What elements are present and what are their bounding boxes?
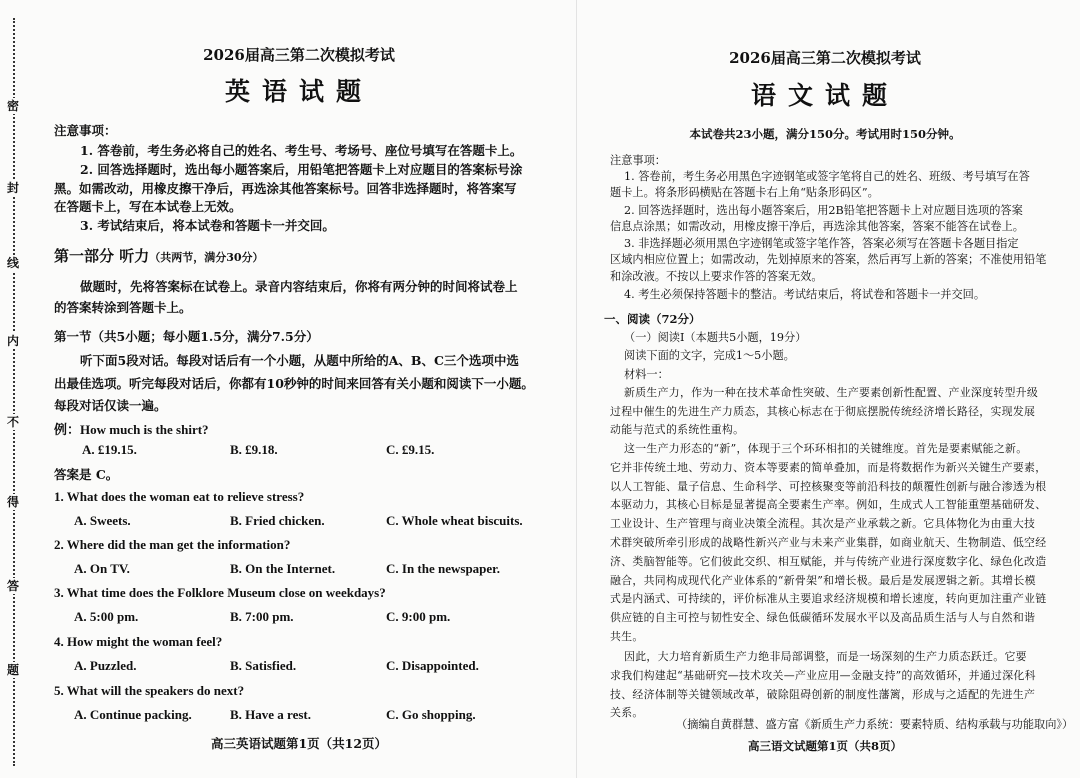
example-answer: 答案是 C。 bbox=[54, 467, 119, 482]
notice-title: 注意事项： bbox=[54, 123, 117, 138]
reading-instruction: 阅读下面的文字，完成1～5小题。 bbox=[624, 349, 795, 362]
material-line: 过程中催生的先进生产力质态，其核心标志在于彻底摆脱传统经济增长路径，实现发展 bbox=[610, 405, 1036, 418]
part1-title: 第一部分 听力 bbox=[54, 247, 150, 265]
notice-line: 黑。如需改动，用橡皮擦干净后，再选涂其他答案标号。回答非选择题时，将答案写 bbox=[54, 181, 517, 196]
material-line: 关系。 bbox=[610, 706, 644, 719]
notice-line: 区域内相应位置上；如需改动，先划掉原来的答案，然后再写上新的答案；不准使用铅笔 bbox=[610, 253, 1047, 266]
question: 4. How might the woman feel? bbox=[54, 634, 223, 649]
part1-note: （共两节，满分30分） bbox=[149, 251, 264, 264]
notice-line: 和涂改液。不按以上要求作答的答案无效。 bbox=[610, 270, 823, 283]
notice-line: 2. 回答选择题时，选出每小题答案后，用铅笔把答题卡上对应题目的答案标号涂 bbox=[80, 162, 523, 177]
option: A. On TV. bbox=[74, 561, 130, 576]
part1-instruction: 做题时，先将答案标在试卷上。录音内容结束后，你将有两分钟的时间将试卷上 bbox=[80, 279, 518, 294]
material-line: 共生。 bbox=[610, 630, 644, 643]
binding-char: 封 bbox=[4, 180, 22, 196]
section1-instruction: 每段对话仅读一遍。 bbox=[54, 398, 167, 413]
option: B. Have a rest. bbox=[230, 707, 311, 722]
material-line: 工业设计、生产管理与商业决策全流程。其次是产业承载之新。它具体物化为由重大技 bbox=[610, 517, 1036, 530]
material-line: 以人工智能、量子信息、生命科学、可控核聚变等前沿科技的颠覆性创新与融合渗透为根 bbox=[610, 480, 1047, 493]
source-citation: （摘编自黄群慧、盛方富《新质生产力系统：要素特质、结构承载与功能取向》） bbox=[676, 718, 1074, 731]
material-line: 动能与范式的系统性重构。 bbox=[610, 423, 745, 436]
page-footer: 高三英语试题第1页（共12页） bbox=[210, 736, 388, 751]
option: B. Fried chicken. bbox=[230, 513, 325, 528]
example-question: 例：How much is the shirt? bbox=[54, 422, 209, 437]
section1-title: 第一节（共5小题；每小题1.5分，满分7.5分） bbox=[54, 329, 319, 344]
option: A. Continue packing. bbox=[74, 707, 192, 722]
example-option: A. £19.15. bbox=[82, 442, 137, 457]
option: C. Whole wheat biscuits. bbox=[386, 513, 523, 528]
exam-title: 2026届高三第二次模拟考试 bbox=[203, 46, 395, 64]
section-heading: 一、阅读（72分） bbox=[604, 312, 701, 326]
binding-char: 密 bbox=[4, 98, 22, 114]
notice-line: 3. 非选择题必须用黑色字迹钢笔或签字笔作答，答案必须写在答题卡各题目指定 bbox=[624, 237, 1019, 250]
material-line: 这一生产力形态的“新”，体现于三个环环相扣的关键维度。首先是要素赋能之新。 bbox=[624, 442, 1028, 455]
material-line: 术群突破所牵引形成的战略性新兴产业与未来产业集群，如商业航天、生物制造、低空经 bbox=[610, 536, 1047, 549]
part1-heading bbox=[54, 245, 264, 266]
notice-title: 注意事项： bbox=[610, 154, 666, 167]
binding-char: 题 bbox=[4, 662, 22, 678]
notice-line: 在答题卡上，写在本试卷上无效。 bbox=[54, 199, 242, 214]
material-line: 本驱动力，其核心目标是显著提高全要素生产率。例如，生成式人工智能重塑基础研发、 bbox=[610, 498, 1047, 511]
notice-line: 1. 答卷前，考生务必用黑色字迹钢笔或签字笔将自己的姓名、班级、考号填写在答 bbox=[624, 170, 1030, 183]
notice-line: 2. 回答选择题时，选出每小题答案后，用2B铅笔把答题卡上对应题目选项的答案 bbox=[624, 204, 1023, 217]
binding-char: 内 bbox=[4, 333, 22, 349]
material-line: 融合，共同构成现代化产业体系的“新骨架”和增长极。最后是发展逻辑之新。其增长模 bbox=[610, 574, 1036, 587]
material-line: 新质生产力，作为一种在技术革命性突破、生产要素创新性配置、产业深度转型升级 bbox=[624, 386, 1039, 399]
example-option: B. £9.18. bbox=[230, 442, 278, 457]
binding-char: 答 bbox=[4, 578, 22, 594]
material-line: 式是内涵式、可持续的，评价标准从主要追求经济规模和增长速度，转向更加注重产业链 bbox=[610, 592, 1047, 605]
part1-instruction: 的答案转涂到答题卡上。 bbox=[54, 300, 192, 315]
section1-instruction: 听下面5段对话。每段对话后有一个小题，从题中所给的A、B、C三个选项中选 bbox=[80, 353, 519, 368]
exam-intro: 本试卷共23小题，满分150分。考试用时150分钟。 bbox=[689, 127, 961, 141]
material-line: 因此，大力培育新质生产力绝非局部调整，而是一场深刻的生产力质态跃迁。它要 bbox=[624, 650, 1027, 663]
subject-title: 英语试题 bbox=[224, 77, 373, 106]
binding-char: 得 bbox=[4, 494, 22, 510]
binding-strip bbox=[0, 0, 34, 778]
exam-title: 2026届高三第二次模拟考试 bbox=[729, 49, 921, 67]
material-line: 它并非传统土地、劳动力、资本等要素的简单叠加，而是将数据作为新兴关键生产要素， bbox=[610, 461, 1047, 474]
material-line: 求我们构建起“基础研究—技术攻关—产业应用—金融支持”的高效循环，并通过深化科 bbox=[610, 669, 1036, 682]
option: A. Sweets. bbox=[74, 513, 131, 528]
binding-char: 不 bbox=[4, 414, 22, 430]
material-line: 技、经济体制等关键领域改革，破除阻碍创新的制度性藩篱，形成与之适配的先进生产 bbox=[610, 688, 1036, 701]
binding-char: 线 bbox=[4, 255, 22, 271]
option: B. Satisfied. bbox=[230, 658, 297, 673]
notice-line: 信息点涂黑；如需改动，用橡皮擦干净后，再选涂其他答案，答案不能答在试卷上。 bbox=[610, 220, 1024, 233]
notice-line: 3. 考试结束后，将本试卷和答题卡一并交回。 bbox=[80, 218, 335, 233]
material-label: 材料一： bbox=[624, 368, 669, 381]
option: B. 7:00 pm. bbox=[230, 609, 294, 624]
option: A. Puzzled. bbox=[74, 658, 137, 673]
subject-title: 语文试题 bbox=[750, 81, 899, 110]
page-footer: 高三语文试题第1页（共8页） bbox=[747, 739, 902, 753]
material-line: 供应链的自主可控与韧性安全、绿色低碳循环发展水平以及高品质生活与人与自然和谐 bbox=[610, 611, 1036, 624]
notice-line: 4. 考生必须保持答题卡的整洁。考试结束后，将试卷和答题卡一并交回。 bbox=[624, 288, 986, 301]
question: 5. What will the speakers do next? bbox=[54, 683, 245, 698]
binding-dotted-line bbox=[13, 18, 15, 766]
option: C. 9:00 pm. bbox=[386, 609, 451, 624]
page-gap bbox=[576, 0, 577, 778]
subsection-heading: （一）阅读Ⅰ（本题共5小题，19分） bbox=[624, 331, 807, 344]
option: B. On the Internet. bbox=[230, 561, 336, 576]
option: C. Go shopping. bbox=[386, 707, 476, 722]
notice-line: 题卡上。将条形码横贴在答题卡右上角“贴条形码区”。 bbox=[610, 186, 879, 199]
section1-instruction: 出最佳选项。听完每段对话后，你都有10秒钟的时间来回答有关小题和阅读下一小题。 bbox=[54, 376, 534, 391]
notice-line: 1. 答卷前，考生务必将自己的姓名、考生号、考场号、座位号填写在答题卡上。 bbox=[80, 143, 523, 158]
question: 2. Where did the man get the information? bbox=[54, 537, 291, 552]
question: 3. What time does the Folklore Museum close on weekdays? bbox=[54, 585, 386, 600]
option: A. 5:00 pm. bbox=[74, 609, 139, 624]
material-line: 济、类脑智能等。它们彼此交织、相互赋能，并与传统产业进行深度数字化、绿色化改造 bbox=[610, 555, 1047, 568]
example-option: C. £9.15. bbox=[386, 442, 435, 457]
question: 1. What does the woman eat to relieve stress? bbox=[54, 489, 305, 504]
chinese-exam-page bbox=[590, 0, 1074, 778]
option: C. Disappointed. bbox=[386, 658, 479, 673]
option: C. In the newspaper. bbox=[386, 561, 501, 576]
english-exam-page bbox=[34, 0, 564, 778]
